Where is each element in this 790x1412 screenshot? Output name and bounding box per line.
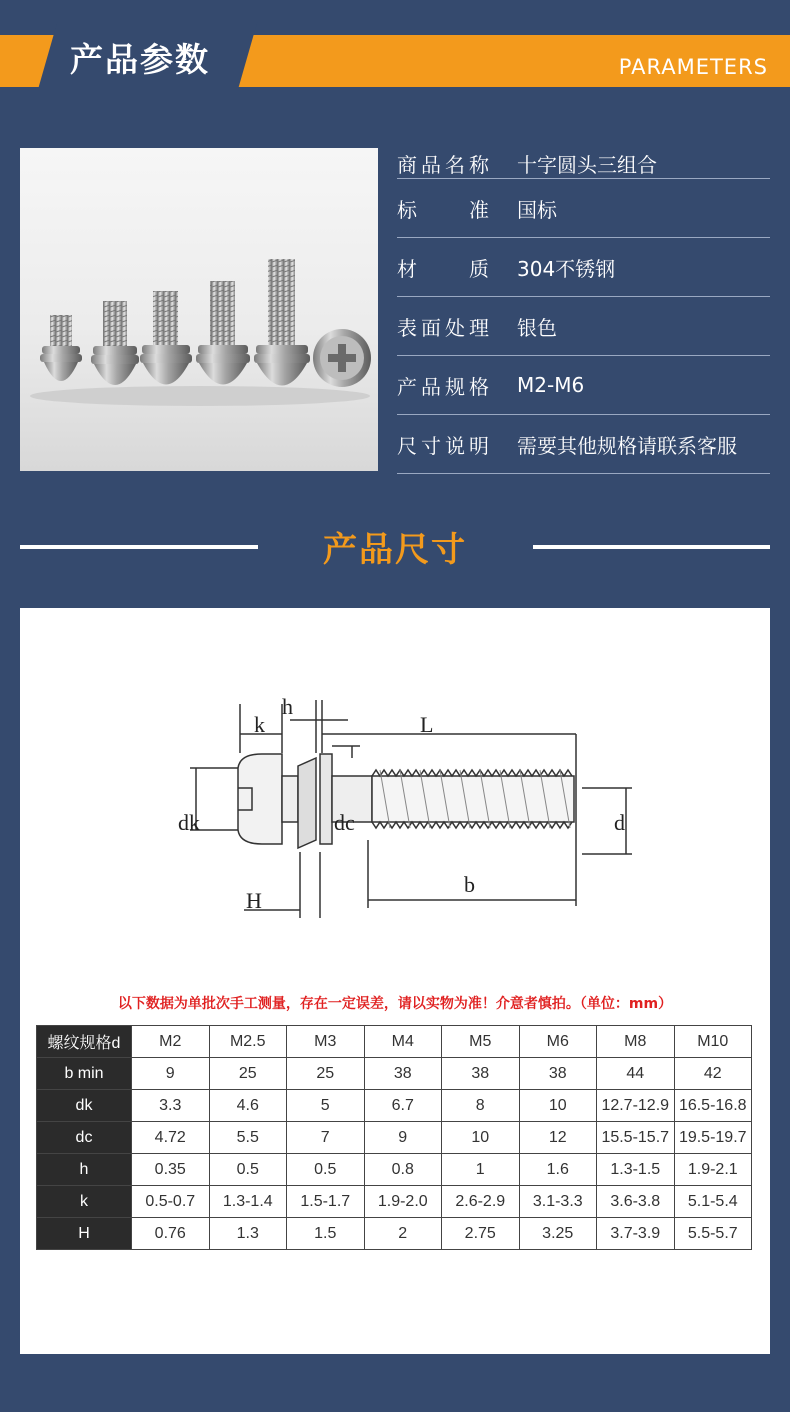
table-cell: 1.3-1.5 [597, 1154, 675, 1186]
table-row [37, 1154, 752, 1186]
parameters-list [397, 148, 770, 474]
table-cell: 3.6-3.8 [597, 1186, 675, 1218]
table-cell: 1.3-1.4 [209, 1186, 287, 1218]
table-row [37, 1090, 752, 1122]
table-cell: M6 [519, 1026, 597, 1058]
table-cell: 5.5-5.7 [674, 1218, 752, 1250]
param-value: M2-M6 [517, 373, 585, 397]
table-row-header: b min [37, 1058, 132, 1090]
dim-label-h: h [282, 694, 293, 719]
param-value: 十字圆头三组合 [517, 152, 657, 177]
table-header-row [37, 1026, 752, 1058]
table-cell: 0.5 [287, 1154, 365, 1186]
table-cell: 8 [442, 1090, 520, 1122]
param-value: 需要其他规格请联系客服 [517, 433, 737, 458]
param-row-size-note [397, 415, 770, 474]
dimension-diagram [20, 608, 770, 948]
table-row-header: 螺纹规格d [37, 1026, 132, 1058]
table-row [37, 1186, 752, 1218]
table-cell: 2 [364, 1218, 442, 1250]
dim-label-b: b [464, 872, 475, 897]
table-cell: 9 [132, 1058, 210, 1090]
product-photo [20, 148, 378, 471]
param-row-surface [397, 297, 770, 356]
param-label: 标准 [397, 197, 489, 222]
table-cell: 1.9-2.0 [364, 1186, 442, 1218]
param-value: 银色 [517, 315, 557, 340]
table-cell: 25 [209, 1058, 287, 1090]
table-cell: M3 [287, 1026, 365, 1058]
param-row-spec [397, 356, 770, 415]
dim-label-dk: dk [178, 810, 200, 835]
section-title: 产品尺寸 [323, 530, 467, 570]
param-label: 尺寸说明 [397, 433, 489, 458]
param-label: 材质 [397, 256, 489, 281]
table-cell: 3.1-3.3 [519, 1186, 597, 1218]
param-label: 产品规格 [397, 374, 489, 399]
table-cell: 3.25 [519, 1218, 597, 1250]
table-cell: 42 [674, 1058, 752, 1090]
table-cell: 0.8 [364, 1154, 442, 1186]
table-cell: 1.3 [209, 1218, 287, 1250]
table-cell: 38 [442, 1058, 520, 1090]
table-cell: 10 [519, 1090, 597, 1122]
table-cell: 12 [519, 1122, 597, 1154]
table-cell: 38 [519, 1058, 597, 1090]
header-subtitle: PARAMETERS [618, 55, 768, 79]
table-cell: 19.5-19.7 [674, 1122, 752, 1154]
table-cell: M2.5 [209, 1026, 287, 1058]
table-cell: 5 [287, 1090, 365, 1122]
table-cell: 15.5-15.7 [597, 1122, 675, 1154]
table-cell: 4.72 [132, 1122, 210, 1154]
dim-label-L: L [420, 712, 434, 737]
table-row [37, 1122, 752, 1154]
dim-label-dc: dc [334, 810, 355, 835]
table-cell: 2.6-2.9 [442, 1186, 520, 1218]
measurement-notice: 以下数据为单批次手工测量，存在一定误差，请以实物为准！介意者慎拍。（单位：mm） [117, 996, 673, 1012]
table-cell: 1.5-1.7 [287, 1186, 365, 1218]
table-cell: 5.1-5.4 [674, 1186, 752, 1218]
table-cell: M5 [442, 1026, 520, 1058]
table-cell: 2.75 [442, 1218, 520, 1250]
table-cell: 0.76 [132, 1218, 210, 1250]
table-cell: 7 [287, 1122, 365, 1154]
dim-label-k: k [254, 712, 265, 737]
table-cell: M2 [132, 1026, 210, 1058]
param-value: 国标 [517, 197, 557, 222]
table-cell: 16.5-16.8 [674, 1090, 752, 1122]
table-cell: 4.6 [209, 1090, 287, 1122]
table-cell: 25 [287, 1058, 365, 1090]
table-cell: 6.7 [364, 1090, 442, 1122]
table-cell: 38 [364, 1058, 442, 1090]
table-row-header: h [37, 1154, 132, 1186]
table-row-header: H [37, 1218, 132, 1250]
table-cell: M8 [597, 1026, 675, 1058]
table-cell: 1 [442, 1154, 520, 1186]
param-label: 表面处理 [397, 315, 489, 340]
header-title: 产品参数 [70, 40, 210, 79]
table-row [37, 1058, 752, 1090]
param-row-name [397, 148, 770, 179]
table-cell: M4 [364, 1026, 442, 1058]
dim-label-H: H [246, 888, 262, 913]
table-row-header: dk [37, 1090, 132, 1122]
table-row-header: dc [37, 1122, 132, 1154]
table-cell: 1.9-2.1 [674, 1154, 752, 1186]
table-cell: 1.5 [287, 1218, 365, 1250]
param-value: 304不锈钢 [517, 256, 616, 281]
table-cell: 1.6 [519, 1154, 597, 1186]
table-cell: 10 [442, 1122, 520, 1154]
screws-illustration [20, 148, 378, 471]
table-cell: 3.7-3.9 [597, 1218, 675, 1250]
param-row-material [397, 238, 770, 297]
spec-table [36, 1025, 752, 1250]
param-label: 商品名称 [397, 152, 489, 177]
table-cell: 0.35 [132, 1154, 210, 1186]
table-cell: 12.7-12.9 [597, 1090, 675, 1122]
table-row-header: k [37, 1186, 132, 1218]
param-row-standard [397, 179, 770, 238]
table-cell: M10 [674, 1026, 752, 1058]
table-cell: 5.5 [209, 1122, 287, 1154]
table-cell: 0.5 [209, 1154, 287, 1186]
table-row [37, 1218, 752, 1250]
table-cell: 44 [597, 1058, 675, 1090]
table-cell: 0.5-0.7 [132, 1186, 210, 1218]
table-cell: 3.3 [132, 1090, 210, 1122]
table-cell: 9 [364, 1122, 442, 1154]
dim-label-d: d [614, 810, 625, 835]
